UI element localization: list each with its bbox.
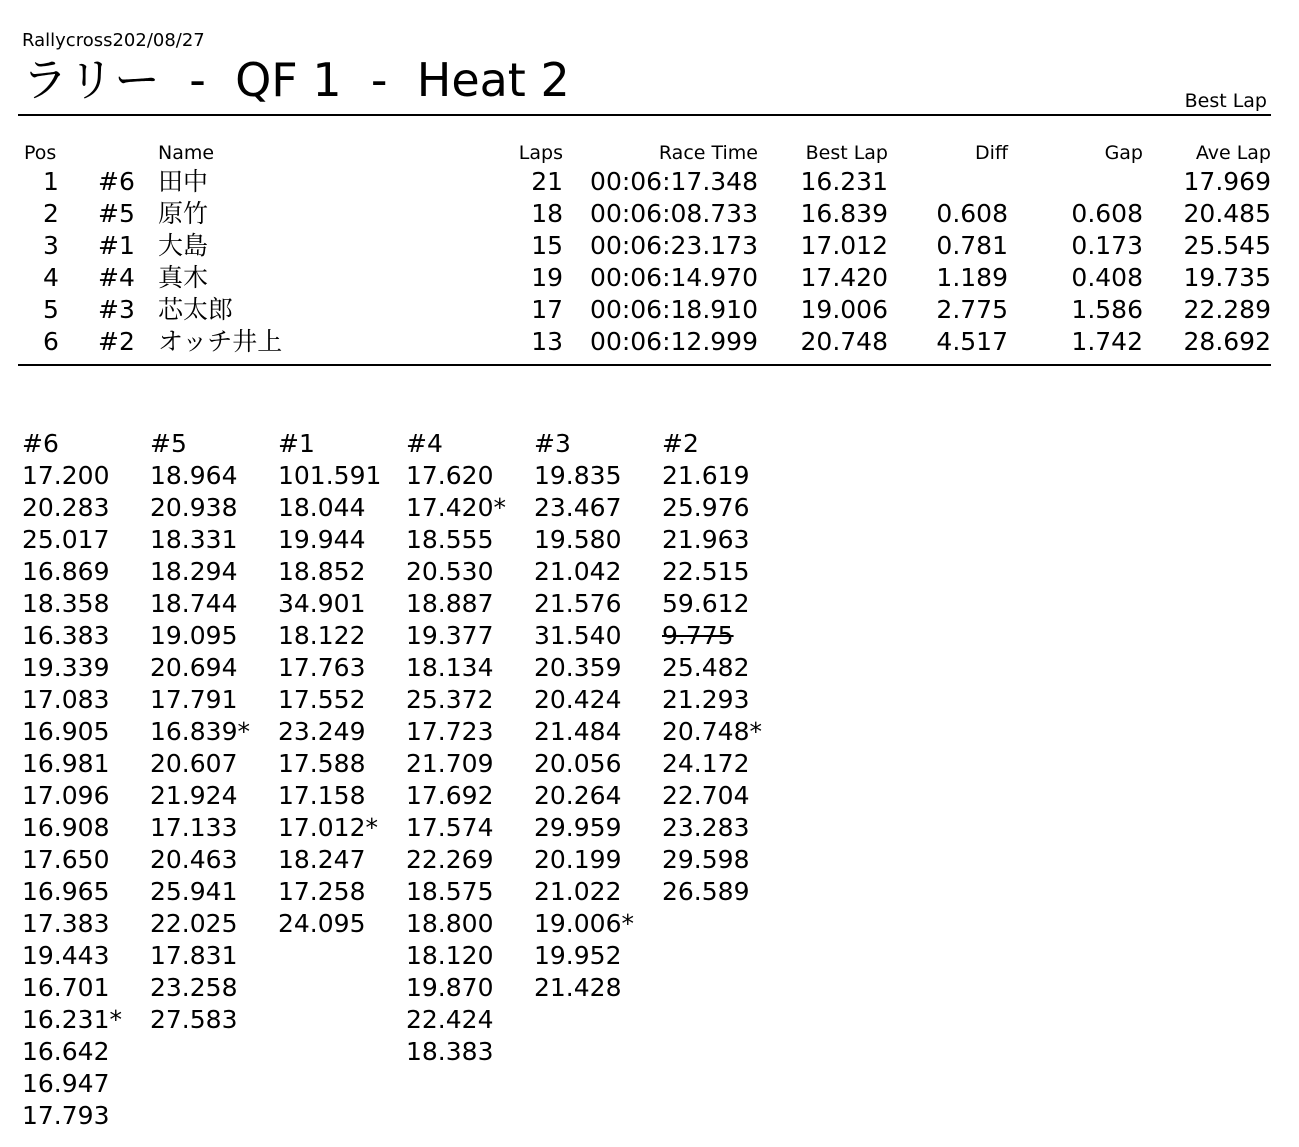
lap-time: 17.692 [406,781,494,810]
lap-column [150,428,278,1132]
lap-time: 21.924 [150,781,238,810]
lap-time: 20.607 [150,749,238,778]
lap-time: 20.463 [150,845,238,874]
header-laps: Laps [518,142,563,164]
result-row [18,326,1271,358]
result-row [18,294,1271,326]
result-driver-name: 田中 [158,167,209,196]
lap-time: 17.552 [278,685,366,714]
result-diff [888,166,1008,198]
header-diff: Diff [975,142,1008,164]
lap-time: 19.339 [22,653,110,682]
lap-time: 17.133 [150,813,238,842]
lap-column [278,428,406,1132]
result-driver-name: 原竹 [158,199,209,228]
result-best-lap: 17.012 [800,231,888,260]
lap-time: 19.443 [22,941,110,970]
lap-time: 23.249 [278,717,366,746]
result-ave-lap: 17.969 [1183,167,1271,196]
lap-column [534,428,662,1132]
event-subtitle: Rallycross202/08/27 [22,30,205,51]
lap-time: 16.905 [22,717,110,746]
lap-time: 19.952 [534,941,622,970]
lap-time: 24.172 [662,749,750,778]
result-race-time: 00:06:12.999 [590,327,758,356]
lap-time: 18.358 [22,589,110,618]
lap-time: 34.901 [278,589,366,618]
lap-time: 20.056 [534,749,622,778]
result-pos: 3 [43,231,59,260]
lap-time: 20.694 [150,653,238,682]
lap-time: 17.650 [22,845,110,874]
result-car-number: #6 [98,167,135,196]
result-pos: 1 [43,167,59,196]
lap-time: 17.258 [278,877,366,906]
result-race-time: 00:06:17.348 [590,167,758,196]
lap-time: 18.575 [406,877,494,906]
lap-time: 21.428 [534,973,622,1002]
lap-time: 17.791 [150,685,238,714]
lap-time: 21.042 [534,557,622,586]
lap-time: 31.540 [534,621,622,650]
lap-time: 19.944 [278,525,366,554]
result-gap: 0.608 [1071,199,1143,228]
result-car-number: #3 [98,295,135,324]
lap-time: 20.424 [534,685,622,714]
result-laps: 18 [531,199,563,228]
bottom-divider [18,364,1271,366]
lap-time: 25.482 [662,653,750,682]
lap-time: 20.530 [406,557,494,586]
result-pos: 5 [43,295,59,324]
result-race-time: 00:06:14.970 [590,263,758,292]
result-driver-name: オッチ井上 [158,327,283,356]
result-ave-lap: 22.289 [1183,295,1271,324]
result-gap: 1.742 [1071,327,1143,356]
result-driver-name: 大島 [158,231,209,260]
result-car-number: #5 [98,199,135,228]
lap-time: 18.044 [278,493,366,522]
lap-time: 20.748* [662,717,762,746]
result-laps: 13 [531,327,563,356]
lap-time: 22.704 [662,781,750,810]
lap-time: 18.852 [278,557,366,586]
result-diff: 0.781 [936,231,1008,260]
lap-time: 19.580 [534,525,622,554]
lap-time: 21.709 [406,749,494,778]
lap-time: 20.283 [22,493,110,522]
lap-times-grid [22,428,790,1132]
lap-column-car-number: #2 [662,429,699,458]
result-best-lap: 20.748 [800,327,888,356]
lap-time: 18.555 [406,525,494,554]
lap-time: 20.264 [534,781,622,810]
lap-time: 17.200 [22,461,110,490]
result-row [18,198,1271,230]
header-name: Name [158,142,215,164]
lap-time: 16.965 [22,877,110,906]
result-driver-name: 芯太郎 [158,295,234,324]
lap-time: 17.012* [278,813,378,842]
lap-time: 101.591 [278,461,382,490]
result-laps: 21 [531,167,563,196]
lap-time: 26.589 [662,877,750,906]
result-gap: 0.173 [1071,231,1143,260]
results-header-row [18,140,1271,166]
lap-time: 20.359 [534,653,622,682]
lap-time: 29.598 [662,845,750,874]
lap-time: 18.887 [406,589,494,618]
result-car-number: #2 [98,327,135,356]
lap-time: 27.583 [150,1005,238,1034]
result-gap: 1.586 [1071,295,1143,324]
lap-time: 20.199 [534,845,622,874]
lap-time: 16.231* [22,1005,122,1034]
result-pos: 4 [43,263,59,292]
lap-time: 17.793 [22,1101,110,1130]
lap-time: 22.025 [150,909,238,938]
header-best-lap: Best Lap [805,142,888,164]
result-diff: 0.608 [936,199,1008,228]
lap-time: 17.574 [406,813,494,842]
lap-time: 17.620 [406,461,494,490]
results-table [18,140,1271,358]
lap-time: 25.941 [150,877,238,906]
result-laps: 17 [531,295,563,324]
lap-time: 21.293 [662,685,750,714]
result-race-time: 00:06:18.910 [590,295,758,324]
lap-column-car-number: #5 [150,429,187,458]
lap-time: 24.095 [278,909,366,938]
lap-time: 16.869 [22,557,110,586]
result-gap [1008,166,1143,198]
lap-time: 59.612 [662,589,750,618]
result-laps: 19 [531,263,563,292]
result-race-time: 00:06:08.733 [590,199,758,228]
lap-time: 22.269 [406,845,494,874]
result-car-number: #1 [98,231,135,260]
lap-time: 17.588 [278,749,366,778]
lap-time: 18.800 [406,909,494,938]
lap-column-car-number: #4 [406,429,443,458]
result-row [18,230,1271,262]
lap-time: 17.723 [406,717,494,746]
lap-time: 19.377 [406,621,494,650]
result-driver-name: 真木 [158,263,209,292]
lap-time: 18.122 [278,621,366,650]
result-row [18,166,1271,198]
result-diff: 1.189 [936,263,1008,292]
lap-time: 16.701 [22,973,110,1002]
results-body [18,166,1271,358]
lap-time: 16.947 [22,1069,110,1098]
lap-time: 18.964 [150,461,238,490]
lap-time: 16.383 [22,621,110,650]
sort-label: Best Lap [1184,90,1267,112]
lap-time: 17.420* [406,493,506,522]
result-laps: 15 [531,231,563,260]
result-diff: 4.517 [936,327,1008,356]
result-race-time: 00:06:23.173 [590,231,758,260]
lap-column [22,428,150,1132]
lap-time: 23.283 [662,813,750,842]
lap-time: 22.424 [406,1005,494,1034]
lap-column-car-number: #1 [278,429,315,458]
result-best-lap: 16.231 [800,167,888,196]
result-ave-lap: 28.692 [1183,327,1271,356]
lap-time: 18.134 [406,653,494,682]
lap-time: 25.976 [662,493,750,522]
lap-time: 18.120 [406,941,494,970]
lap-time: 17.763 [278,653,366,682]
lap-time: 21.576 [534,589,622,618]
lap-time: 25.017 [22,525,110,554]
lap-time: 18.744 [150,589,238,618]
lap-time: 21.619 [662,461,750,490]
lap-time: 17.383 [22,909,110,938]
lap-time: 19.095 [150,621,238,650]
lap-time: 23.467 [534,493,622,522]
page-title: ラリー - QF 1 - Heat 2 [22,53,570,107]
lap-time: 23.258 [150,973,238,1002]
result-best-lap: 19.006 [800,295,888,324]
header-race-time: Race Time [658,142,758,164]
result-best-lap: 17.420 [800,263,888,292]
result-pos: 6 [43,327,59,356]
lap-time: 21.484 [534,717,622,746]
lap-time-deleted: 9.775 [662,621,734,650]
header-spacer [88,140,158,166]
lap-time: 17.096 [22,781,110,810]
lap-time: 20.938 [150,493,238,522]
result-best-lap: 16.839 [800,199,888,228]
result-gap: 0.408 [1071,263,1143,292]
top-divider [18,114,1271,116]
lap-time: 16.981 [22,749,110,778]
lap-time: 18.383 [406,1037,494,1066]
lap-column-car-number: #6 [22,429,59,458]
lap-time: 16.908 [22,813,110,842]
lap-time: 16.642 [22,1037,110,1066]
lap-time: 19.006* [534,909,634,938]
lap-time: 17.158 [278,781,366,810]
header-gap: Gap [1104,142,1143,164]
lap-column-car-number: #3 [534,429,571,458]
lap-time: 18.294 [150,557,238,586]
lap-time: 19.870 [406,973,494,1002]
result-row [18,262,1271,294]
lap-time: 18.247 [278,845,366,874]
lap-time: 21.963 [662,525,750,554]
lap-time: 29.959 [534,813,622,842]
result-diff: 2.775 [936,295,1008,324]
header-ave-lap: Ave Lap [1195,142,1271,164]
result-ave-lap: 20.485 [1183,199,1271,228]
lap-time: 25.372 [406,685,494,714]
lap-time: 17.831 [150,941,238,970]
lap-column [662,428,790,1132]
lap-time: 18.331 [150,525,238,554]
lap-time: 17.083 [22,685,110,714]
header-pos: Pos [24,142,57,164]
lap-time: 21.022 [534,877,622,906]
lap-time: 16.839* [150,717,250,746]
lap-column [406,428,534,1132]
result-ave-lap: 19.735 [1183,263,1271,292]
lap-time: 19.835 [534,461,622,490]
result-pos: 2 [43,199,59,228]
lap-time: 22.515 [662,557,750,586]
result-ave-lap: 25.545 [1183,231,1271,260]
result-car-number: #4 [98,263,135,292]
